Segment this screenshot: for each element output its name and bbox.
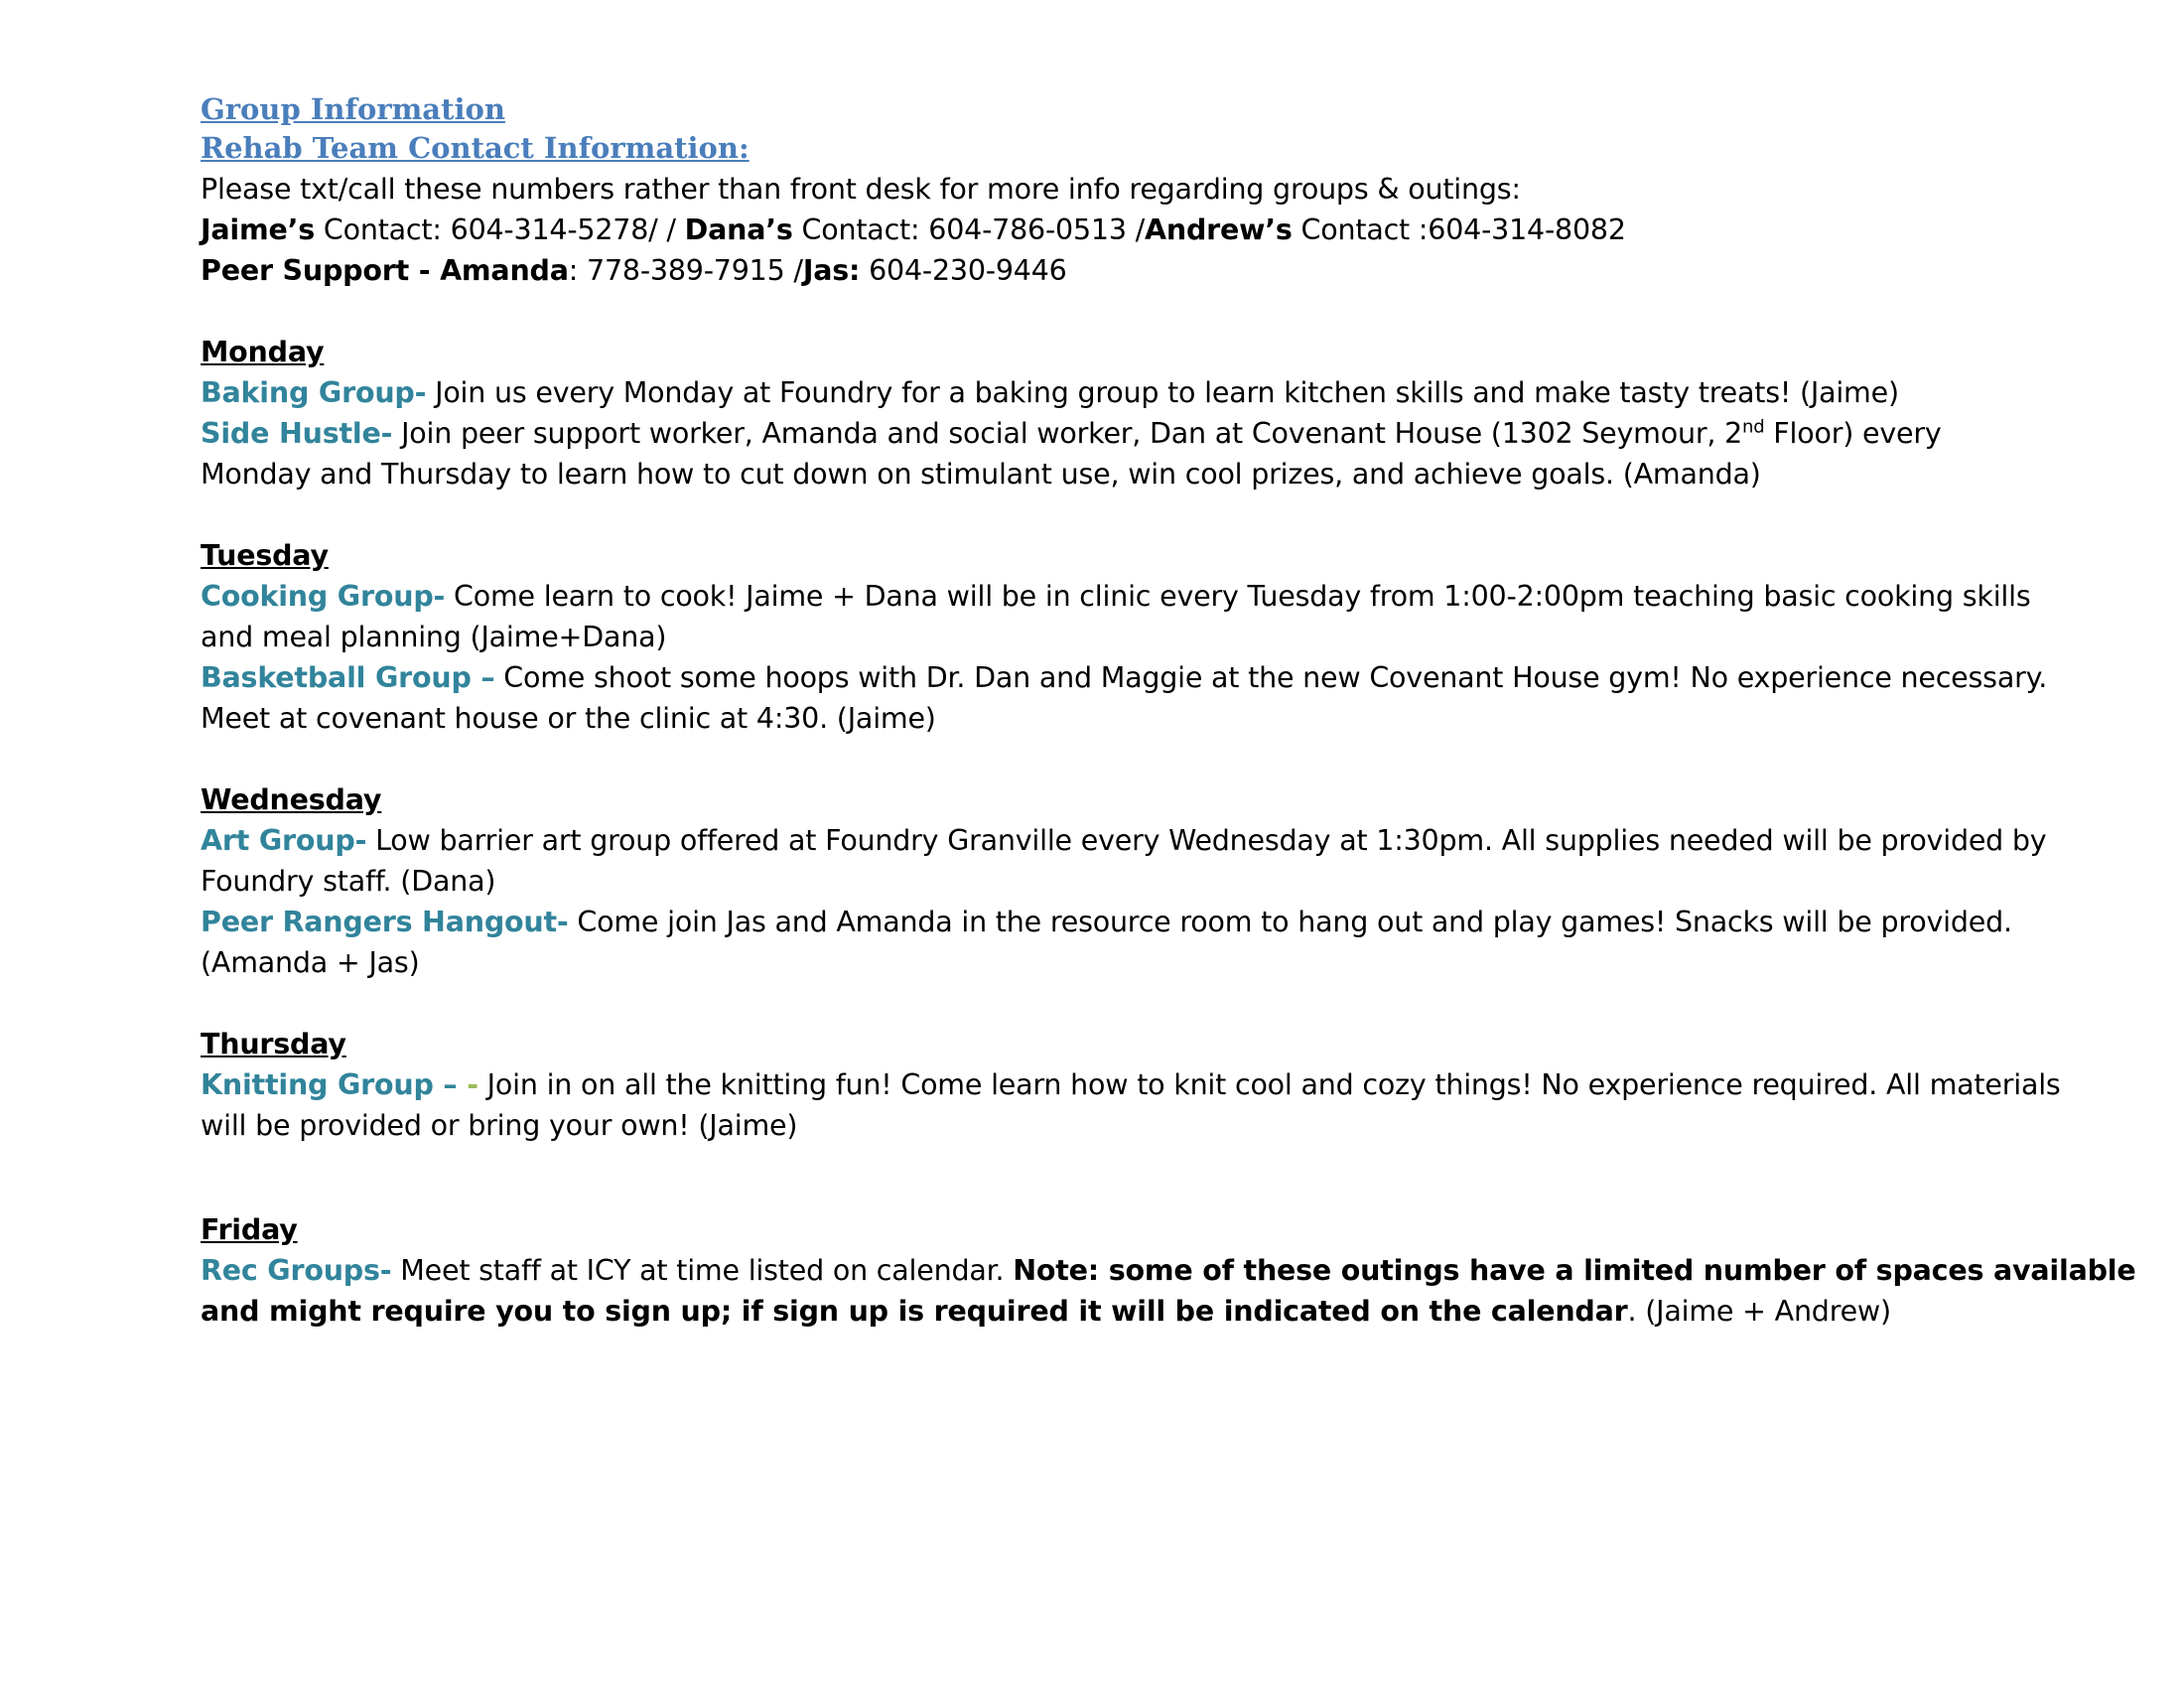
contact-line-peer xyxy=(201,250,2007,291)
rec-groups-note: Note: some of these outings have a limited number of spaces available xyxy=(1013,1254,2136,1287)
monday-heading: Monday xyxy=(201,336,325,368)
cooking-group-desc-line2: and meal planning (Jaime+Dana) xyxy=(201,621,667,653)
rec-groups-tail: . (Jaime + Andrew) xyxy=(1627,1295,1891,1328)
side-hustle-desc-line2: Monday and Thursday to learn how to cut down on stimulant use, win cool prizes, and achieve goals. (Amanda) xyxy=(201,458,1761,491)
peer-support-name: Peer Support - Amanda xyxy=(201,254,569,287)
jas-contact: 604-230-9446 xyxy=(860,254,1067,287)
tuesday-heading: Tuesday xyxy=(201,539,329,572)
cooking-group-desc: Come learn to cook! Jaime + Dana will be in clinic every Tuesday from 1:00-2:00pm teaching basic cooking skills xyxy=(445,580,2031,613)
ordinal-suffix: nd xyxy=(1742,416,1765,438)
jas-name: Jas: xyxy=(802,254,861,287)
peer-rangers-desc-line2: (Amanda + Jas) xyxy=(201,946,420,979)
thursday-section xyxy=(201,1024,2061,1146)
header-section xyxy=(201,90,2007,168)
cooking-group-name: Cooking Group- xyxy=(201,580,446,613)
knitting-group-entry xyxy=(201,1064,2061,1105)
andrew-name: Andrew’s xyxy=(1145,213,1293,246)
contact-section xyxy=(201,169,2007,291)
contact-intro: Please txt/call these numbers rather than front desk for more info regarding groups & outings: xyxy=(201,173,1521,206)
cooking-group-entry xyxy=(201,576,2031,617)
rehab-contact-link[interactable]: Rehab Team Contact Information: xyxy=(201,131,750,165)
basketball-group-desc-line2: Meet at covenant house or the clinic at 4:30. (Jaime) xyxy=(201,702,936,735)
basketball-group-entry xyxy=(201,657,2048,698)
andrew-contact: Contact :604-314-8082 xyxy=(1292,213,1626,246)
jaime-name: Jaime’s xyxy=(201,213,316,246)
rec-groups-entry xyxy=(201,1250,2136,1291)
rec-groups-note-cont: and might require you to sign up; if sign up is required it will be indicated on the calendar xyxy=(201,1295,1628,1328)
basketball-group-name: Basketball Group – xyxy=(201,661,495,694)
side-hustle-desc: Join peer support worker, Amanda and social worker, Dan at Covenant House (1302 Seymour, 2 xyxy=(392,417,1743,450)
side-hustle-desc-cont: Floor) every xyxy=(1764,417,1942,450)
dana-name: Dana’s xyxy=(684,213,793,246)
rec-groups-line2 xyxy=(201,1291,2007,1332)
wednesday-heading: Wednesday xyxy=(201,783,382,816)
basketball-group-desc: Come shoot some hoops with Dr. Dan and Maggie at the new Covenant House gym! No experience necessary. xyxy=(494,661,2048,694)
rec-groups-desc: Meet staff at ICY at time listed on calendar. xyxy=(391,1254,1014,1287)
dana-contact: Contact: 604-786-0513 / xyxy=(792,213,1146,246)
peer-rangers-name: Peer Rangers Hangout- xyxy=(201,906,569,938)
knitting-group-name: Knitting Group – xyxy=(201,1068,458,1101)
group-information-link[interactable]: Group Information xyxy=(201,92,505,126)
baking-group-entry xyxy=(201,372,2007,413)
art-group-desc-line2: Foundry staff. (Dana) xyxy=(201,865,496,898)
peer-rangers-entry xyxy=(201,902,2012,942)
art-group-entry xyxy=(201,820,2047,861)
knitting-group-desc: Join in on all the knitting fun! Come learn how to knit cool and cozy things! No experience required. All materials xyxy=(478,1068,2061,1101)
monday-section xyxy=(201,332,2007,494)
tuesday-section xyxy=(201,535,2048,739)
friday-section xyxy=(201,1209,2136,1332)
knitting-extra-dash: - xyxy=(457,1068,478,1101)
art-group-desc: Low barrier art group offered at Foundry Granville every Wednesday at 1:30pm. All supplies needed will be provided by xyxy=(366,824,2047,857)
friday-heading: Friday xyxy=(201,1213,298,1246)
side-hustle-entry xyxy=(201,413,2007,454)
wednesday-section xyxy=(201,779,2047,983)
baking-group-desc: Join us every Monday at Foundry for a baking group to learn kitchen skills and make tasty treats! (Jaime) xyxy=(426,376,1899,409)
jaime-contact: Contact: 604-314-5278/ / xyxy=(315,213,685,246)
thursday-heading: Thursday xyxy=(201,1028,346,1060)
rec-groups-name: Rec Groups- xyxy=(201,1254,392,1287)
knitting-group-desc-line2: will be provided or bring your own! (Jaime) xyxy=(201,1109,798,1142)
peer-rangers-desc: Come join Jas and Amanda in the resource room to hang out and play games! Snacks will be provided. xyxy=(568,906,2012,938)
side-hustle-name: Side Hustle- xyxy=(201,417,393,450)
contact-line-staff xyxy=(201,210,2007,250)
baking-group-name: Baking Group- xyxy=(201,376,427,409)
art-group-name: Art Group- xyxy=(201,824,367,857)
peer-support-contact: : 778-389-7915 / xyxy=(568,254,803,287)
